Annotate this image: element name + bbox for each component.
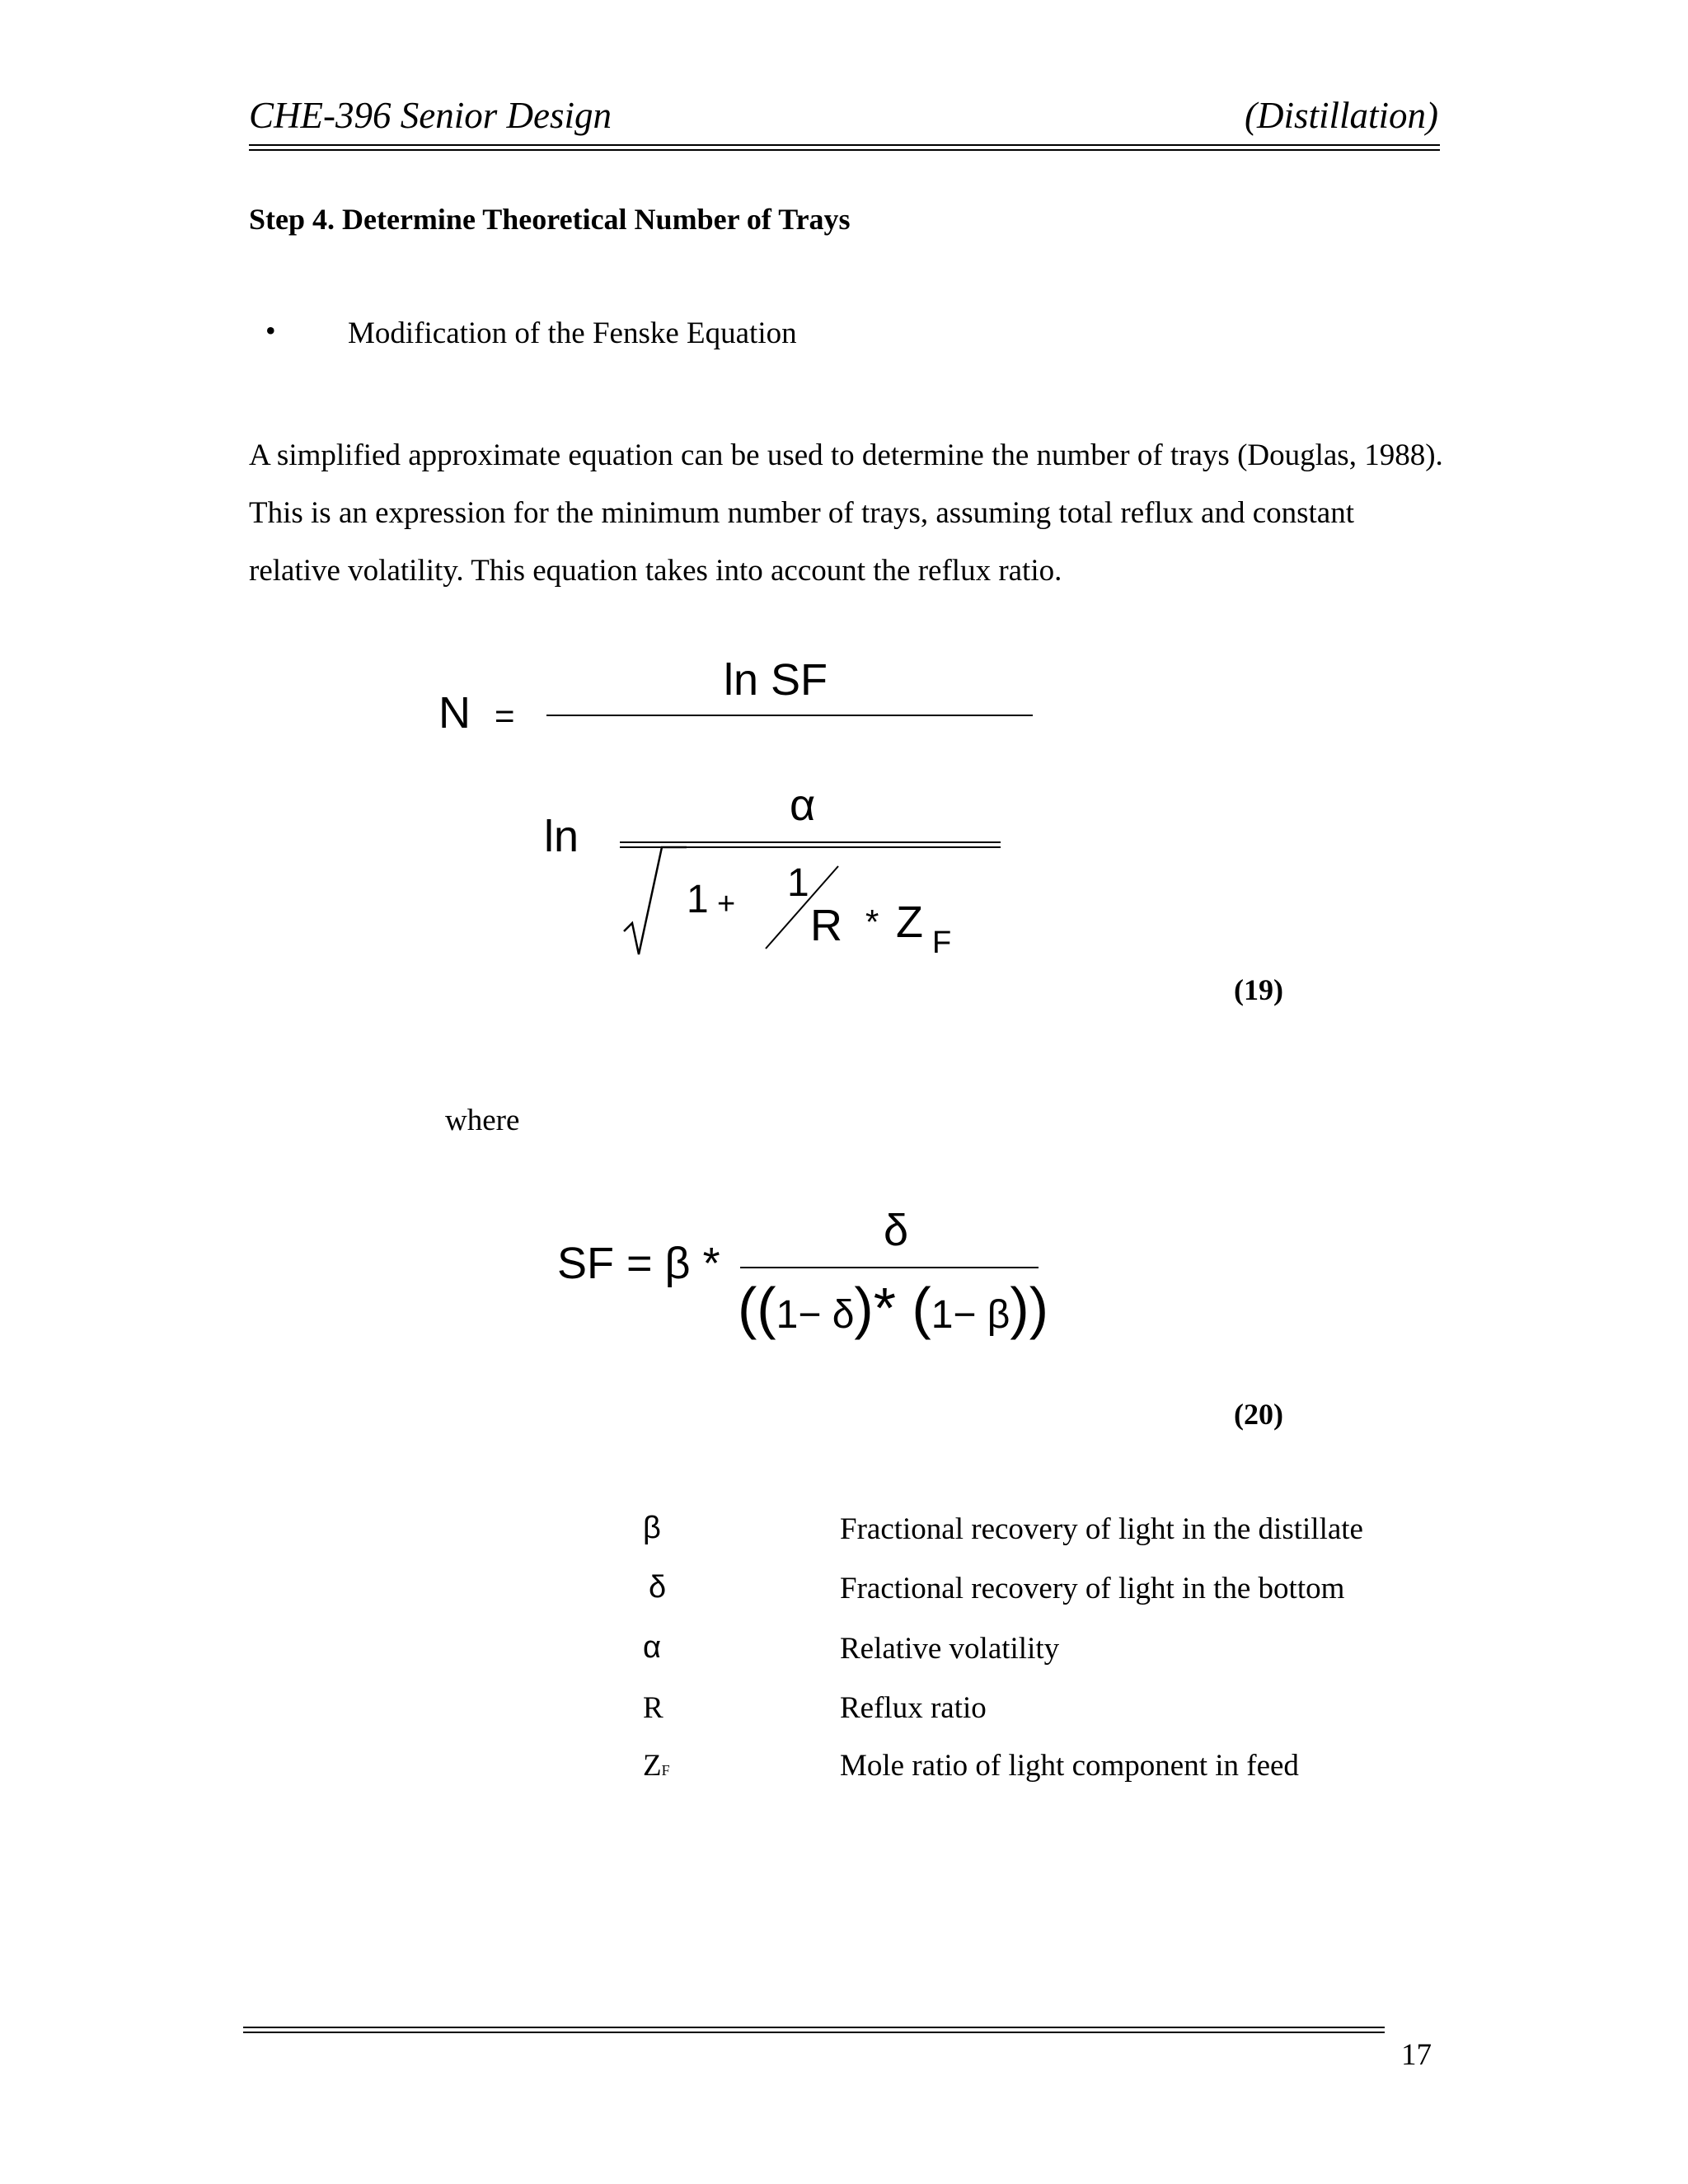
eq20-term2: 1− β xyxy=(931,1293,1010,1337)
def-description: Fractional recovery of light in the distillate xyxy=(840,1512,1363,1546)
eq19-lhs: N xyxy=(438,688,471,738)
def-symbol-r: R xyxy=(643,1691,663,1725)
eq19-equals: = xyxy=(495,696,515,735)
header-rule xyxy=(249,144,1440,146)
eq19-plus: + xyxy=(717,887,736,921)
where-label: where xyxy=(445,1104,520,1137)
def-symbol-beta: β xyxy=(643,1511,661,1545)
eq19-z: Z xyxy=(896,898,923,947)
page-number: 17 xyxy=(1401,2038,1432,2072)
bullet-text: Modification of the Fenske Equation xyxy=(348,316,797,350)
def-description: Mole ratio of light component in feed xyxy=(840,1749,1299,1783)
eq20-term1: 1− δ xyxy=(776,1293,855,1337)
eq20-numerator: δ xyxy=(884,1206,909,1255)
eq19-star: * xyxy=(865,902,879,941)
eq20-lhs: SF = β * xyxy=(557,1239,720,1288)
eq20-close-paren: )) xyxy=(1010,1276,1049,1340)
eq19-frac-num: 1 xyxy=(787,861,809,905)
header-rule xyxy=(249,149,1440,151)
footer-rule xyxy=(243,2032,1385,2033)
body-paragraph: A simplified approximate equation can be used to determine the number of trays (Douglas, 1988). This is an expression for the minimum number of trays, assuming total reflux and constant relative volatility. This equation takes into account the reflux ratio. xyxy=(249,438,1443,588)
eq20-fraction-bar xyxy=(740,1267,1039,1268)
eq19-fraction-bar xyxy=(546,715,1033,716)
eq19-one: 1 xyxy=(687,878,709,921)
def-description: Relative volatility xyxy=(840,1632,1060,1666)
eq19-numerator: ln SF xyxy=(724,655,828,705)
header-section-title: (Distillation) xyxy=(1245,95,1438,136)
equation-number-19: (19) xyxy=(1234,973,1283,1006)
eq19-frac-den: R xyxy=(810,901,842,950)
eq19-alpha: α xyxy=(790,780,816,830)
step-heading: Step 4. Determine Theoretical Number of Trays xyxy=(249,203,851,236)
def-symbol-delta: δ xyxy=(649,1570,667,1605)
equation-number-20: (20) xyxy=(1234,1398,1283,1431)
sqrt-radical-icon xyxy=(622,841,688,956)
header-course-title: CHE-396 Senior Design xyxy=(249,95,612,136)
def-symbol-zf xyxy=(643,1748,670,1783)
eq20-open-paren: (( xyxy=(738,1276,776,1340)
def-symbol-z-subscript: F xyxy=(661,1762,670,1779)
eq19-ln: ln xyxy=(544,812,579,861)
eq20-mid: )* ( xyxy=(854,1276,931,1340)
def-symbol-z: Z xyxy=(643,1749,662,1783)
def-description: Fractional recovery of light in the bottom xyxy=(840,1572,1345,1605)
footer-rule xyxy=(243,2027,1385,2028)
eq20-denominator xyxy=(738,1276,1049,1340)
def-symbol-alpha: α xyxy=(643,1630,661,1665)
eq19-z-subscript: F xyxy=(932,926,952,960)
def-description: Reflux ratio xyxy=(840,1691,987,1725)
bullet-icon: • xyxy=(265,314,276,347)
